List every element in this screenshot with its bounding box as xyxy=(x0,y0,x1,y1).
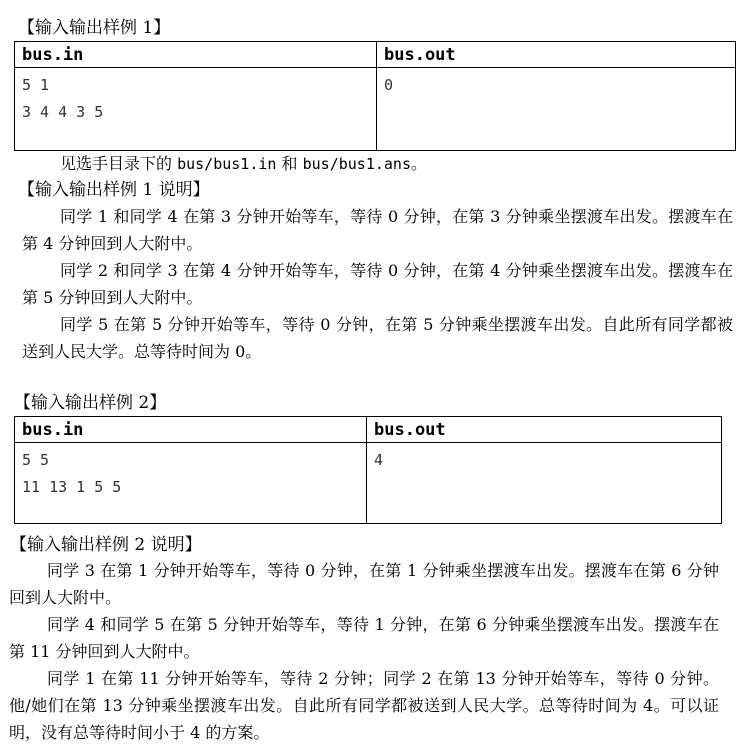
sample1-out-line-1: 0 xyxy=(384,76,394,94)
sample2-out-cell xyxy=(367,443,722,524)
sample2-in-cell xyxy=(15,443,367,524)
note-mid: 和 xyxy=(276,154,303,173)
sample2-explain-heading: 【输入输出样例 2 说明】 xyxy=(10,535,202,555)
sample1-explain-heading: 【输入输出样例 1 说明】 xyxy=(18,180,210,200)
sample2-heading: 【输入输出样例 2】 xyxy=(14,393,167,413)
sample1-paragraph-2: 同学 2 和同学 3 在第 4 分钟开始等车，等待 0 分钟，在第 4 分钟乘坐摆渡车出发。摆渡车在第 5 分钟回到人大附中。 xyxy=(22,261,733,307)
sample1-paragraph-3: 同学 5 在第 5 分钟开始等车，等待 0 分钟，在第 5 分钟乘坐摆渡车出发。自此所有同学都被送到人民大学。总等待时间为 0。 xyxy=(22,315,733,361)
sample1-file-note xyxy=(60,150,740,178)
note-file-ans: bus/bus1.ans xyxy=(302,155,411,173)
sample1-table xyxy=(14,41,736,151)
sample1-out-header: bus.out xyxy=(377,42,736,68)
sample1-heading: 【输入输出样例 1】 xyxy=(18,18,171,38)
sample1-in-line-2: 3 4 4 3 5 xyxy=(22,103,104,121)
sample2-in-line-1: 5 5 xyxy=(22,451,50,469)
note-suffix: 。 xyxy=(411,154,428,173)
sample1-in-cell xyxy=(15,68,377,151)
sample2-in-line-2: 11 13 1 5 5 xyxy=(22,478,122,496)
sample2-in-header: bus.in xyxy=(15,417,367,443)
sample2-out-header: bus.out xyxy=(367,417,722,443)
note-prefix: 见选手目录下的 xyxy=(60,154,178,173)
sample1-paragraph-1: 同学 1 和同学 4 在第 3 分钟开始等车，等待 0 分钟，在第 3 分钟乘坐摆渡车出发。摆渡车在第 4 分钟回到人大附中。 xyxy=(22,207,733,253)
note-file-in: bus/bus1.in xyxy=(177,155,277,173)
sample2-paragraph-2: 同学 4 和同学 5 在第 5 分钟开始等车，等待 1 分钟，在第 6 分钟乘坐摆渡车出发。摆渡车在第 11 分钟回到人大附中。 xyxy=(9,615,719,661)
sample1-in-header: bus.in xyxy=(15,42,377,68)
sample1-out-cell xyxy=(377,68,736,151)
sample2-out-line-1: 4 xyxy=(374,451,384,469)
sample1-in-line-1: 5 1 xyxy=(22,76,50,94)
sample2-paragraph-3: 同学 1 在第 11 分钟开始等车，等待 2 分钟；同学 2 在第 13 分钟开始等车，等待 0 分钟。他/她们在第 13 分钟乘坐摆渡车出发。自此所有同学都被送到人民大学。总等待时间为 4。可以证明，没有总等待时间小于 4 的方案。 xyxy=(9,669,719,742)
sample2-paragraph-1: 同学 3 在第 1 分钟开始等车，等待 0 分钟，在第 1 分钟乘坐摆渡车出发。摆渡车在第 6 分钟回到人大附中。 xyxy=(9,561,719,607)
sample2-table xyxy=(14,416,722,524)
